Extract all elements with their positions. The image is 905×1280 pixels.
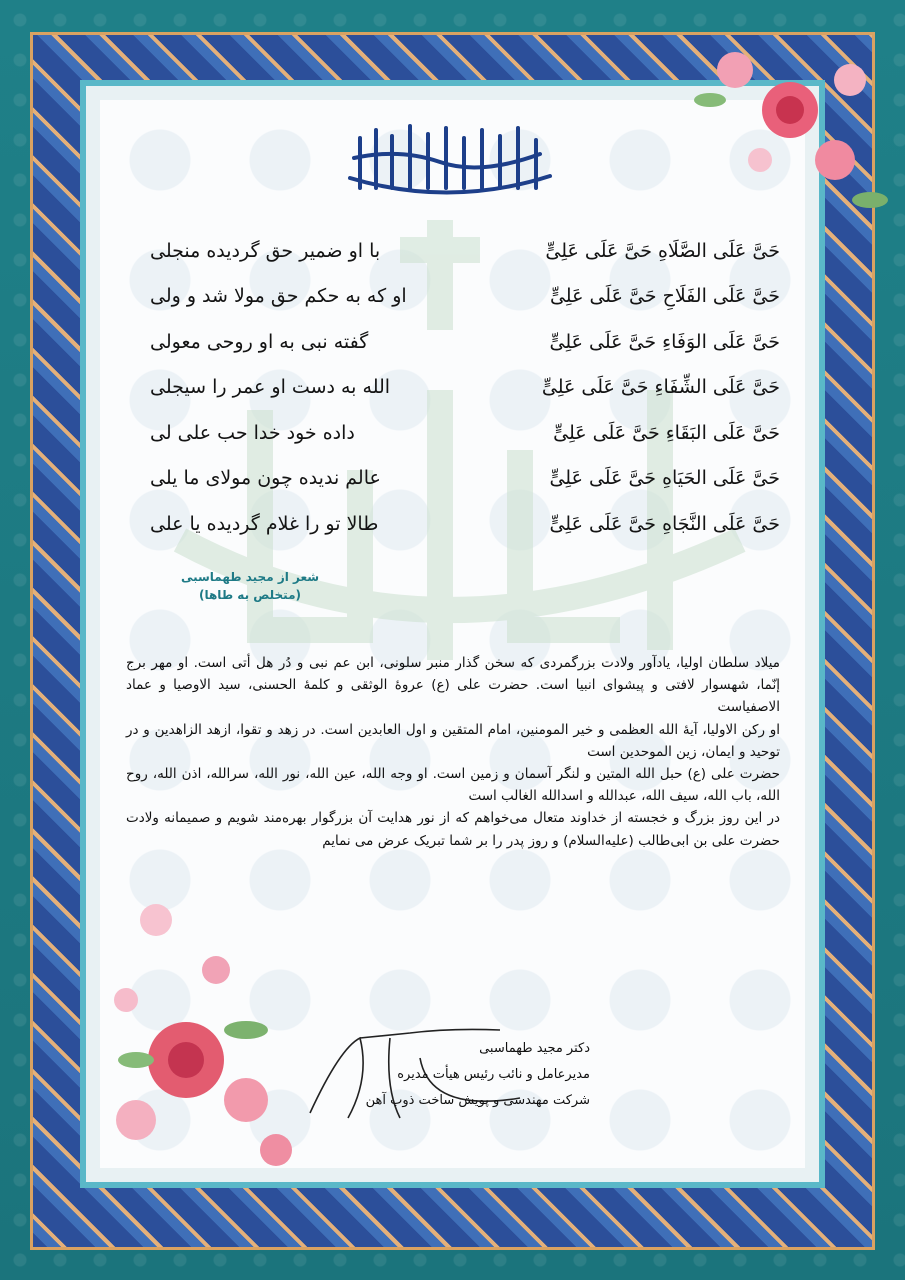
poem-hemistich-right: حَیَّ عَلَی الفَلَاحِ حَیَّ عَلَی عَلِیٍّ [549,285,780,308]
credit-author: شعر از مجید طهماسبی [180,570,320,584]
body-paragraph: در این روز بزرگ و خجسته از خداوند متعال می‌خواهم که از نور هدایت آن بزرگوار بهره‌مند شویم و صمیمانه ولادت حضرت علی بن ابی‌طالب (علیه‌السلام) و روز پدر را بر شما تبریک عرض می نمایم [126,810,780,849]
signatory-title: مدیرعامل و نائب رئیس هیأت مدیره [397,1067,590,1082]
poem-hemistich-right: حَیَّ عَلَی النَّجَاهِ حَیَّ عَلَی عَلِیٍّ [549,512,780,535]
signature-block [330,1036,590,1114]
credit-pen-name: (متخلص به طاها) [199,588,301,602]
poem-hemistich-left: عالم ندیده چون مولای ما یلی [150,467,381,490]
flower-decoration-bottom-left [96,860,326,1180]
poem-hemistich-right: حَیَّ عَلَی الحَیَاهِ حَیَّ عَلَی عَلِیٍّ [549,467,780,490]
message-body [126,652,780,852]
poem-hemistich-right: حَیَّ عَلَی البَقَاءِ حَیَّ عَلَی عَلِیٍّ [553,421,780,444]
poem-hemistich-right: حَیَّ عَلَی الشِّفَاءِ حَیَّ عَلَی عَلِیٍّ [541,376,780,399]
flower-decoration-top-right [640,40,890,230]
poem-verse [150,410,780,456]
poem-hemistich-left: داده خود خدا حب علی لی [150,421,355,444]
poem-verse [150,274,780,320]
poem-hemistich-left: او که به حکم حق مولا شد و ولی [150,285,407,308]
poem-verse [150,319,780,365]
poem [150,228,780,547]
poem-hemistich-left: الله به دست او عمر را سیجلی [150,376,391,399]
poem-hemistich-right: حَیَّ عَلَی الصَّلَاهِ حَیَّ عَلَی عَلِیٍّ [545,239,780,262]
poem-verse [150,501,780,547]
calligraphy-logo [340,118,560,198]
signatory-name: دکتر مجید طهماسبی [479,1041,590,1056]
poem-hemistich-left: طالا تو را غلام گردیده یا علی [150,512,379,535]
poem-verse [150,456,780,502]
poem-hemistich-right: حَیَّ عَلَی الوَفَاءِ حَیَّ عَلَی عَلِیٍّ [549,330,780,353]
signatory-company: شرکت مهندسی و پویش ساخت ذوب آهن [365,1093,590,1108]
body-paragraph: میلاد سلطان اولیا، یادآور ولادت بزرگمردی که سخن گذار منبر سلونی، ابن عم نبی و دُر هل أتی است. او مهر برج إنّما، شهسوار لافتی و پیشوای انبیا است. حضرت علی (ع) عروۀ الوثقی و کلمۀ الحسنی، سید الاوصیا و عماد الاصفیاست [126,655,780,716]
body-paragraph: حضرت علی (ع) حبل الله المتین و لنگر آسمان و زمین است. او وجه الله، عین الله، نور الله، سرالله، اذن الله، روح الله، باب الله، سیف الله، عبدالله و اسدالله الغالب است [126,766,780,805]
body-paragraph: او رکن الاولیا، آیۀ الله العظمی و خیر المومنین، امام المتقین و اول العابدین است. در زهد و تقوا، ازهد الزاهدین و در توحید و ایمان، زین الموحدین است [126,721,780,760]
poem-verse [150,228,780,274]
poem-credit [140,568,360,604]
poem-verse [150,365,780,411]
poem-hemistich-left: با او ضمیر حق گردیده منجلی [150,239,381,262]
poem-hemistich-left: گفته نبی به او روحی معولی [150,330,369,353]
